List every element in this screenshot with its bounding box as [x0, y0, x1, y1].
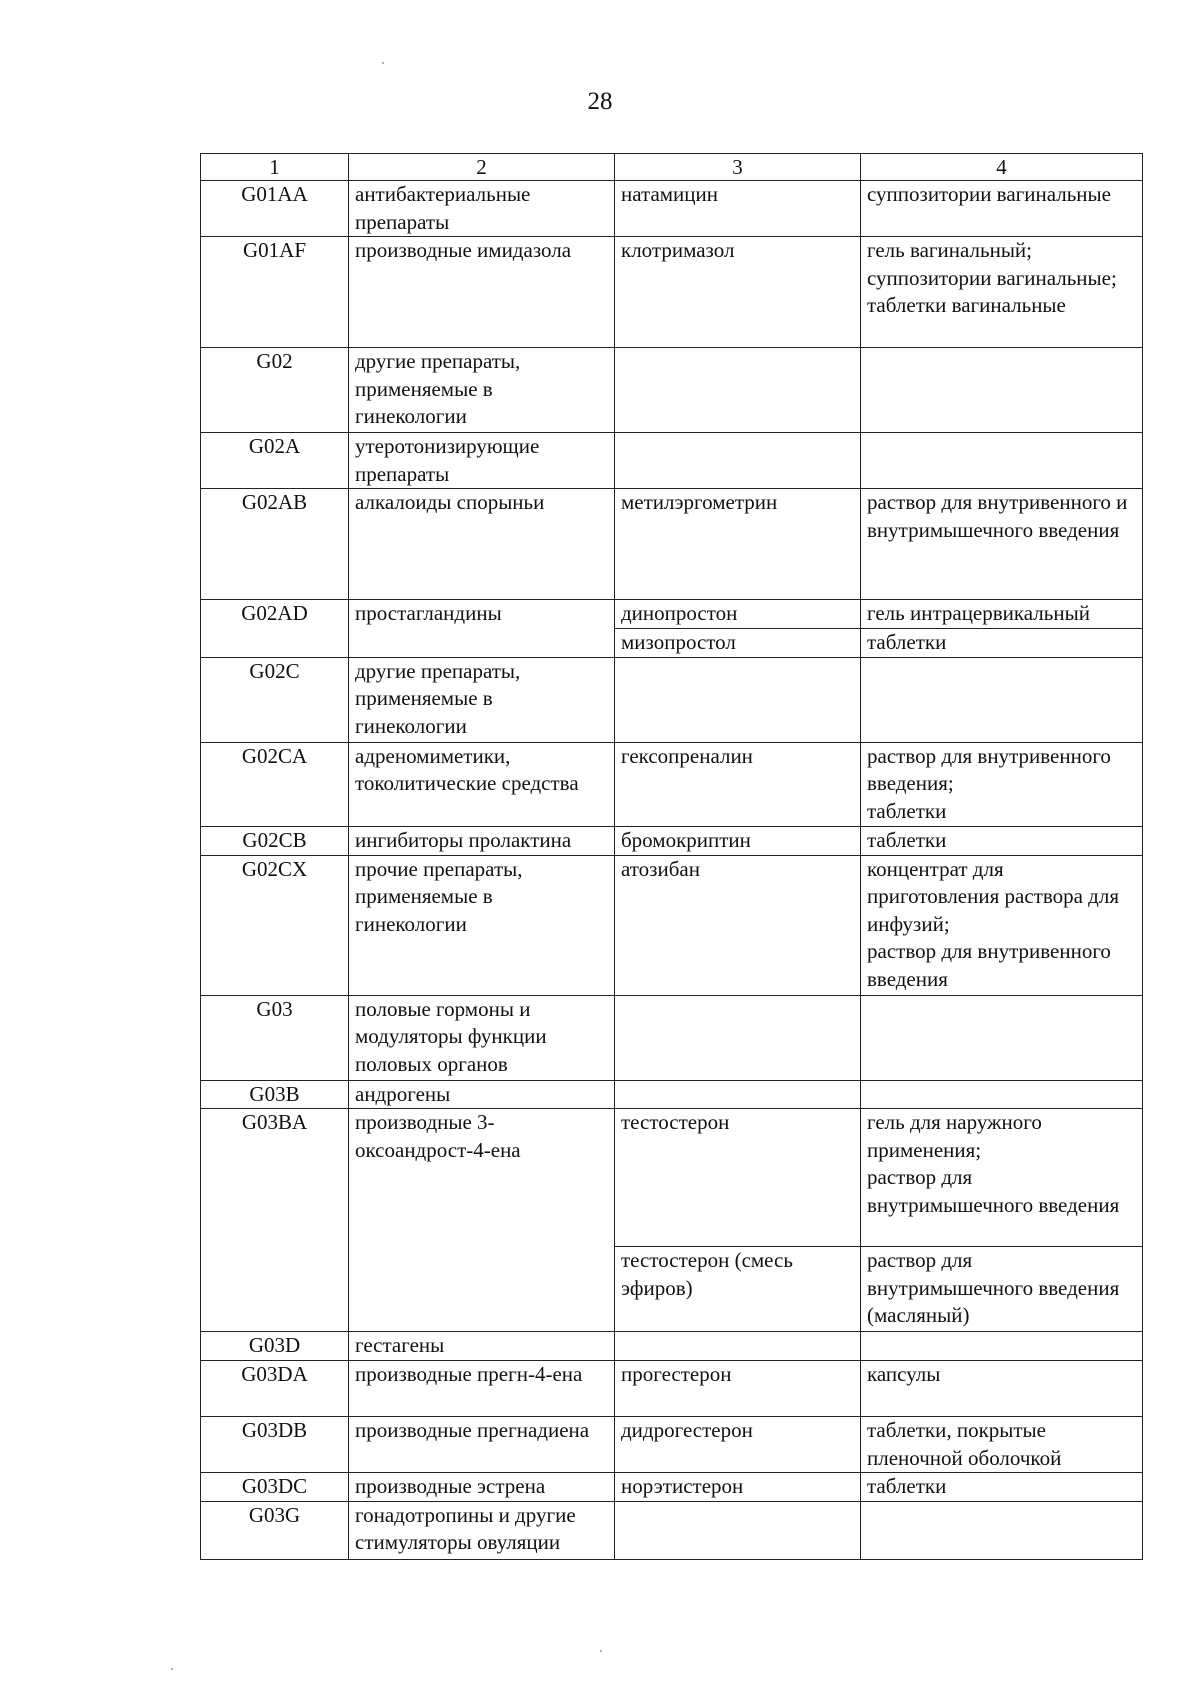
table-row — [201, 433, 1143, 489]
group-name-cell: прочие препараты, применяемые в гинекологии — [349, 855, 615, 995]
dosage-form-cell — [861, 995, 1143, 1080]
atc-code-cell: G03BA — [201, 1109, 349, 1332]
table-row — [201, 1417, 1143, 1473]
drug-name-cell: натамицин — [615, 181, 861, 237]
group-name-cell: ингибиторы пролактина — [349, 826, 615, 855]
dosage-form-cell — [861, 433, 1143, 489]
dosage-form-cell — [861, 1332, 1143, 1361]
table-row — [201, 742, 1143, 826]
drug-name-cell — [615, 1501, 861, 1559]
drug-name-cell: тестостерон — [615, 1109, 861, 1247]
scan-speck — [171, 1668, 173, 1670]
group-name-cell: алкалоиды спорыньи — [349, 489, 615, 600]
group-name-cell: половые гормоны и модуляторы функции половых органов — [349, 995, 615, 1080]
dosage-form-cell: капсулы — [861, 1361, 1143, 1417]
atc-code-cell: G02AB — [201, 489, 349, 600]
group-name-cell: другие препараты, применяемые в гинекологии — [349, 348, 615, 433]
drug-name-cell: тестостерон (смесь эфиров) — [615, 1247, 861, 1332]
atc-code-cell: G03 — [201, 995, 349, 1080]
scan-speck — [600, 1650, 602, 1652]
group-name-cell: другие препараты, применяемые в гинекологии — [349, 657, 615, 742]
drug-name-cell: мизопростол — [615, 628, 861, 657]
drug-name-cell: атозибан — [615, 855, 861, 995]
table-row — [201, 489, 1143, 600]
table-row — [201, 1501, 1143, 1559]
table-row — [201, 1361, 1143, 1417]
group-name-cell: гестагены — [349, 1332, 615, 1361]
drug-name-cell: клотримазол — [615, 237, 861, 348]
group-name-cell: производные прегнадиена — [349, 1417, 615, 1473]
atc-code-cell: G02CX — [201, 855, 349, 995]
column-header-2: 2 — [349, 154, 615, 181]
atc-code-cell: G03G — [201, 1501, 349, 1559]
dosage-form-cell: таблетки — [861, 628, 1143, 657]
dosage-form-cell: раствор для внутримышечного введения (масляный) — [861, 1247, 1143, 1332]
dosage-form-cell: концентрат для приготовления раствора для инфузий; раствор для внутривенного введения — [861, 855, 1143, 995]
atc-code-cell: G02 — [201, 348, 349, 433]
group-name-cell: антибактериальные препараты — [349, 181, 615, 237]
group-name-cell: андрогены — [349, 1080, 615, 1109]
table-row — [201, 826, 1143, 855]
atc-code-cell: G03DC — [201, 1473, 349, 1502]
atc-code-cell: G03DB — [201, 1417, 349, 1473]
dosage-form-cell: таблетки — [861, 826, 1143, 855]
table-row — [201, 181, 1143, 237]
table-row — [201, 1332, 1143, 1361]
group-name-cell: производные эстрена — [349, 1473, 615, 1502]
atc-code-cell: G03D — [201, 1332, 349, 1361]
drug-name-cell: норэтистерон — [615, 1473, 861, 1502]
drug-name-cell — [615, 1332, 861, 1361]
column-header-1: 1 — [201, 154, 349, 181]
group-name-cell: утеротонизирующие препараты — [349, 433, 615, 489]
atc-code-cell: G02C — [201, 657, 349, 742]
atc-code-cell: G01AF — [201, 237, 349, 348]
dosage-form-cell: раствор для внутривенного и внутримышечного введения — [861, 489, 1143, 600]
table-row — [201, 657, 1143, 742]
dosage-form-cell: суппозитории вагинальные — [861, 181, 1143, 237]
atc-code-cell: G02CA — [201, 742, 349, 826]
dosage-form-cell: таблетки — [861, 1473, 1143, 1502]
drug-name-cell — [615, 995, 861, 1080]
atc-code-cell: G02A — [201, 433, 349, 489]
table-row — [201, 348, 1143, 433]
drug-name-cell: гексопреналин — [615, 742, 861, 826]
page-number: 28 — [587, 88, 613, 115]
drug-name-cell — [615, 433, 861, 489]
scan-speck — [382, 62, 384, 64]
atc-code-cell: G03DA — [201, 1361, 349, 1417]
dosage-form-cell: таблетки, покрытые пленочной оболочкой — [861, 1417, 1143, 1473]
drug-name-cell — [615, 348, 861, 433]
drug-name-cell: бромокриптин — [615, 826, 861, 855]
table-row — [201, 1080, 1143, 1109]
dosage-form-cell: раствор для внутривенного введения; таблетки — [861, 742, 1143, 826]
group-name-cell: простагландины — [349, 600, 615, 658]
table-header-row — [201, 154, 1143, 181]
atc-code-cell: G02CB — [201, 826, 349, 855]
column-header-3: 3 — [615, 154, 861, 181]
drug-name-cell: дидрогестерон — [615, 1417, 861, 1473]
group-name-cell: производные 3-оксоандрост-4-ена — [349, 1109, 615, 1332]
table-row — [201, 855, 1143, 995]
dosage-form-cell — [861, 1501, 1143, 1559]
table-row — [201, 995, 1143, 1080]
medication-table — [200, 153, 1143, 1560]
column-header-4: 4 — [861, 154, 1143, 181]
dosage-form-cell — [861, 1080, 1143, 1109]
group-name-cell: производные прегн-4-ена — [349, 1361, 615, 1417]
table-row — [201, 1473, 1143, 1502]
atc-code-cell: G03B — [201, 1080, 349, 1109]
drug-name-cell: динопростон — [615, 600, 861, 629]
drug-name-cell — [615, 657, 861, 742]
atc-code-cell: G01AA — [201, 181, 349, 237]
dosage-form-cell — [861, 657, 1143, 742]
drug-name-cell: прогестерон — [615, 1361, 861, 1417]
group-name-cell: гонадотропины и другие стимуляторы овуляции — [349, 1501, 615, 1559]
dosage-form-cell: гель вагинальный; суппозитории вагинальные; таблетки вагинальные — [861, 237, 1143, 348]
dosage-form-cell — [861, 348, 1143, 433]
atc-code-cell: G02AD — [201, 600, 349, 658]
table-row — [201, 600, 1143, 629]
group-name-cell: адреномиметики, токолитические средства — [349, 742, 615, 826]
dosage-form-cell: гель интрацервикальный — [861, 600, 1143, 629]
drug-name-cell — [615, 1080, 861, 1109]
group-name-cell: производные имидазола — [349, 237, 615, 348]
drug-name-cell: метилэргометрин — [615, 489, 861, 600]
table-row — [201, 1109, 1143, 1247]
table-row — [201, 237, 1143, 348]
dosage-form-cell: гель для наружного применения; раствор для внутримышечного введения — [861, 1109, 1143, 1247]
